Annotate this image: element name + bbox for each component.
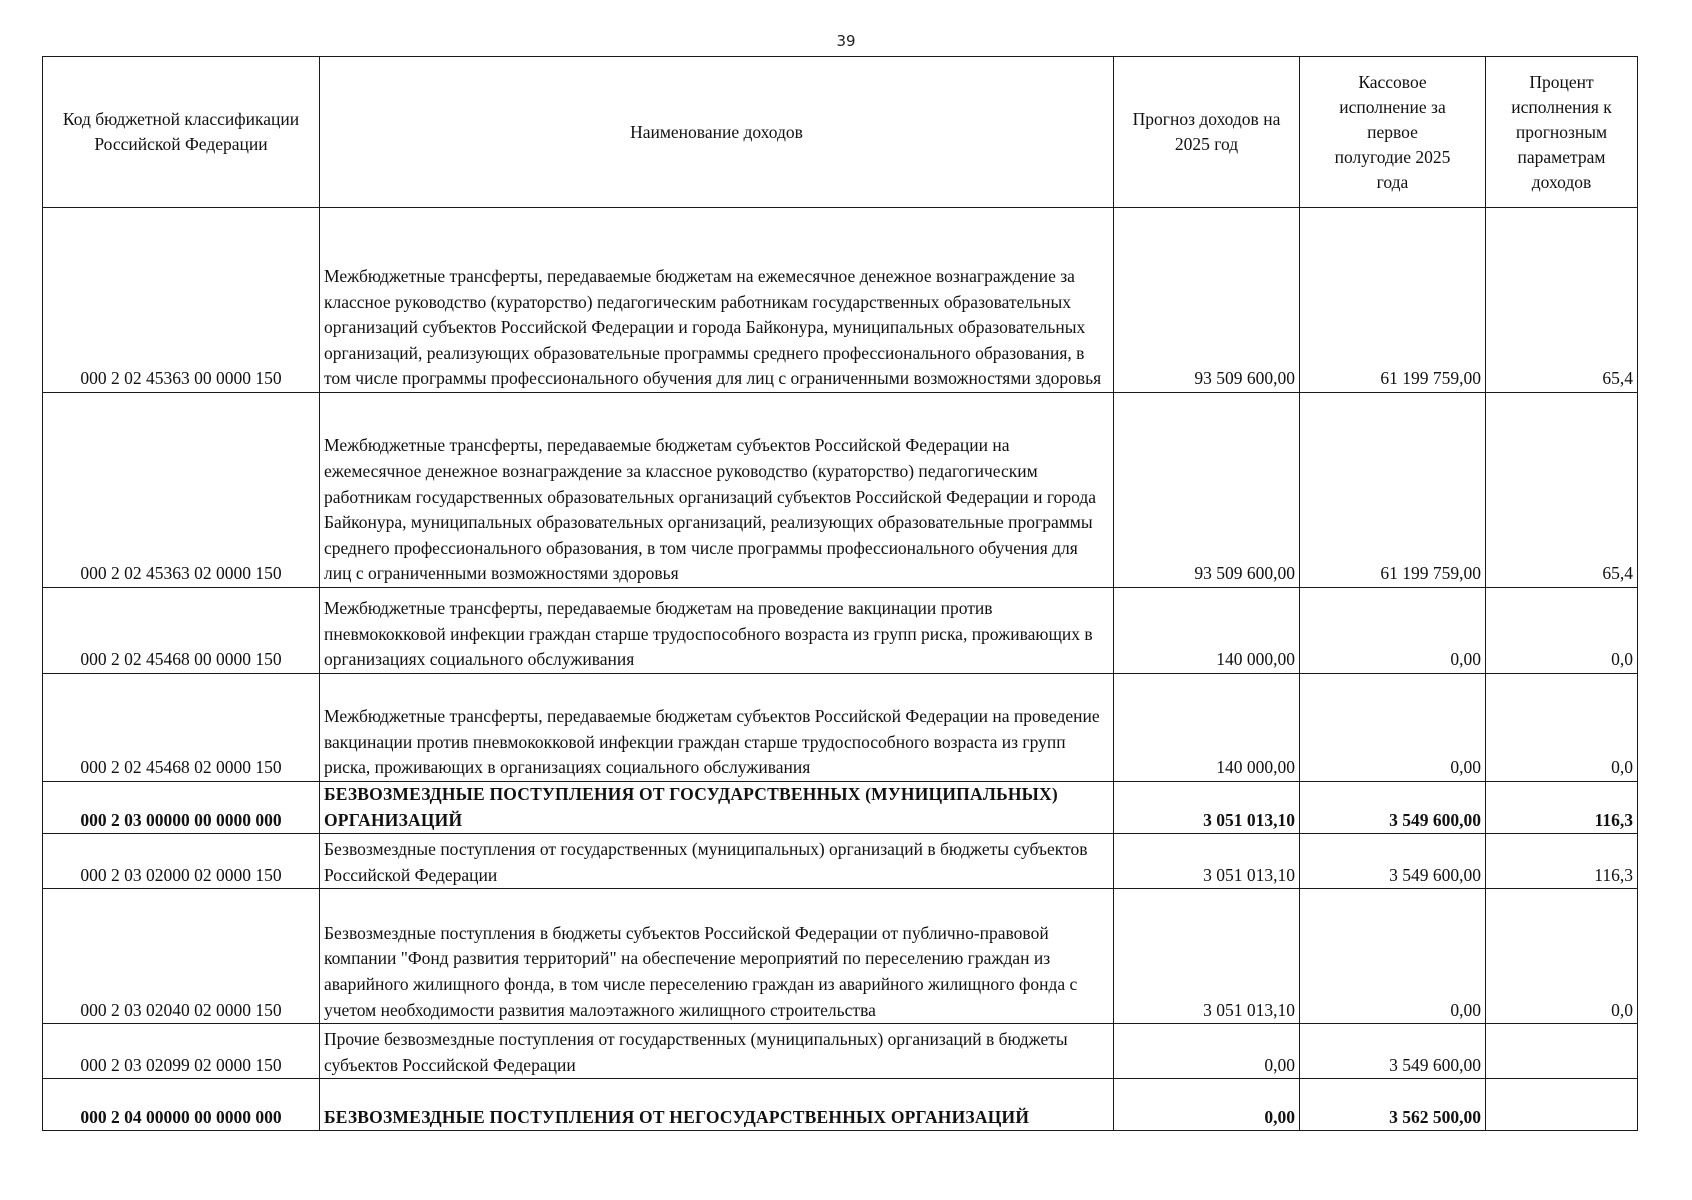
revenue-table (42, 56, 1638, 1131)
row-percent: 0,0 (1486, 588, 1638, 674)
row-forecast: 3 051 013,10 (1114, 834, 1300, 889)
header-percent: Процент исполнения к прогнозным параметрам доходов (1486, 57, 1638, 208)
row-cash: 3 549 600,00 (1300, 782, 1486, 834)
table-row (43, 1079, 1638, 1131)
row-code: 000 2 03 02000 02 0000 150 (43, 834, 320, 889)
row-forecast: 93 509 600,00 (1114, 393, 1300, 588)
row-percent: 116,3 (1486, 834, 1638, 889)
header-forecast: Прогноз доходов на 2025 год (1114, 57, 1300, 208)
row-code: 000 2 02 45363 02 0000 150 (43, 393, 320, 588)
row-forecast: 140 000,00 (1114, 588, 1300, 674)
row-cash: 61 199 759,00 (1300, 393, 1486, 588)
row-code: 000 2 03 02099 02 0000 150 (43, 1024, 320, 1079)
row-percent: 116,3 (1486, 782, 1638, 834)
row-percent (1486, 1024, 1638, 1079)
row-code: 000 2 04 00000 00 0000 000 (43, 1079, 320, 1131)
row-percent: 65,4 (1486, 393, 1638, 588)
row-cash: 3 549 600,00 (1300, 1024, 1486, 1079)
table-row (43, 1024, 1638, 1079)
row-name: Межбюджетные трансферты, передаваемые бюджетам на ежемесячное денежное вознаграждение за классное руководство (кураторство) педагогическим работникам государственных образовательных организаций субъектов Российской Федерации и города Байконура, муниципальных образовательных организаций, реализующих образовательные программы среднего профессионального образования, в том числе программы профессионального обучения для лиц с ограниченными возможностями здоровья (320, 208, 1114, 393)
row-cash: 3 549 600,00 (1300, 834, 1486, 889)
row-code: 000 2 02 45363 00 0000 150 (43, 208, 320, 393)
table-row (43, 782, 1638, 834)
row-forecast: 0,00 (1114, 1079, 1300, 1131)
row-percent: 65,4 (1486, 208, 1638, 393)
row-name: Межбюджетные трансферты, передаваемые бюджетам субъектов Российской Федерации на ежемесячное денежное вознаграждение за классное руководство (кураторство) педагогическим работникам государственных образовательных организаций субъектов Российской Федерации и города Байконура, муниципальных образовательных организаций, реализующих образовательные программы среднего профессионального образования, в том числе программы профессионального обучения для лиц с ограниченными возможностями здоровья (320, 393, 1114, 588)
row-name: БЕЗВОЗМЕЗДНЫЕ ПОСТУПЛЕНИЯ ОТ НЕГОСУДАРСТВЕННЫХ ОРГАНИЗАЦИЙ (320, 1079, 1114, 1131)
row-forecast: 3 051 013,10 (1114, 889, 1300, 1024)
row-cash: 0,00 (1300, 674, 1486, 782)
row-forecast: 140 000,00 (1114, 674, 1300, 782)
header-code: Код бюджетной классификации Российской Федерации (43, 57, 320, 208)
table-row (43, 674, 1638, 782)
row-name: Межбюджетные трансферты, передаваемые бюджетам на проведение вакцинации против пневмококковой инфекции граждан старше трудоспособного возраста из групп риска, проживающих в организациях социального обслуживания (320, 588, 1114, 674)
row-cash: 0,00 (1300, 588, 1486, 674)
row-cash: 0,00 (1300, 889, 1486, 1024)
header-name: Наименование доходов (320, 57, 1114, 208)
row-cash: 61 199 759,00 (1300, 208, 1486, 393)
row-name: Межбюджетные трансферты, передаваемые бюджетам субъектов Российской Федерации на проведение вакцинации против пневмококковой инфекции граждан старше трудоспособного возраста из групп риска, проживающих в организациях социального обслуживания (320, 674, 1114, 782)
row-cash: 3 562 500,00 (1300, 1079, 1486, 1131)
page-number: 39 (836, 32, 856, 50)
row-percent: 0,0 (1486, 674, 1638, 782)
header-cash: Кассовое исполнение за первое полугодие 2025 года (1300, 57, 1486, 208)
row-name: Прочие безвозмездные поступления от государственных (муниципальных) организаций в бюджеты субъектов Российской Федерации (320, 1024, 1114, 1079)
row-forecast: 0,00 (1114, 1024, 1300, 1079)
row-code: 000 2 02 45468 00 0000 150 (43, 588, 320, 674)
table-row (43, 834, 1638, 889)
row-percent: 0,0 (1486, 889, 1638, 1024)
row-name: Безвозмездные поступления от государственных (муниципальных) организаций в бюджеты субъектов Российской Федерации (320, 834, 1114, 889)
row-code: 000 2 03 02040 02 0000 150 (43, 889, 320, 1024)
table-row (43, 588, 1638, 674)
table-row (43, 393, 1638, 588)
row-name: БЕЗВОЗМЕЗДНЫЕ ПОСТУПЛЕНИЯ ОТ ГОСУДАРСТВЕННЫХ (МУНИЦИПАЛЬНЫХ) ОРГАНИЗАЦИЙ (320, 782, 1114, 834)
row-forecast: 93 509 600,00 (1114, 208, 1300, 393)
table-row (43, 889, 1638, 1024)
row-forecast: 3 051 013,10 (1114, 782, 1300, 834)
row-code: 000 2 03 00000 00 0000 000 (43, 782, 320, 834)
row-name: Безвозмездные поступления в бюджеты субъектов Российской Федерации от публично-правовой компании "Фонд развития территорий" на обеспечение мероприятий по переселению граждан из аварийного жилищного фонда, в том числе переселению граждан из аварийного жилищного фонда с учетом необходимости развития малоэтажного жилищного строительства (320, 889, 1114, 1024)
row-percent (1486, 1079, 1638, 1131)
row-code: 000 2 02 45468 02 0000 150 (43, 674, 320, 782)
table-header-row (43, 57, 1638, 208)
table-row (43, 208, 1638, 393)
